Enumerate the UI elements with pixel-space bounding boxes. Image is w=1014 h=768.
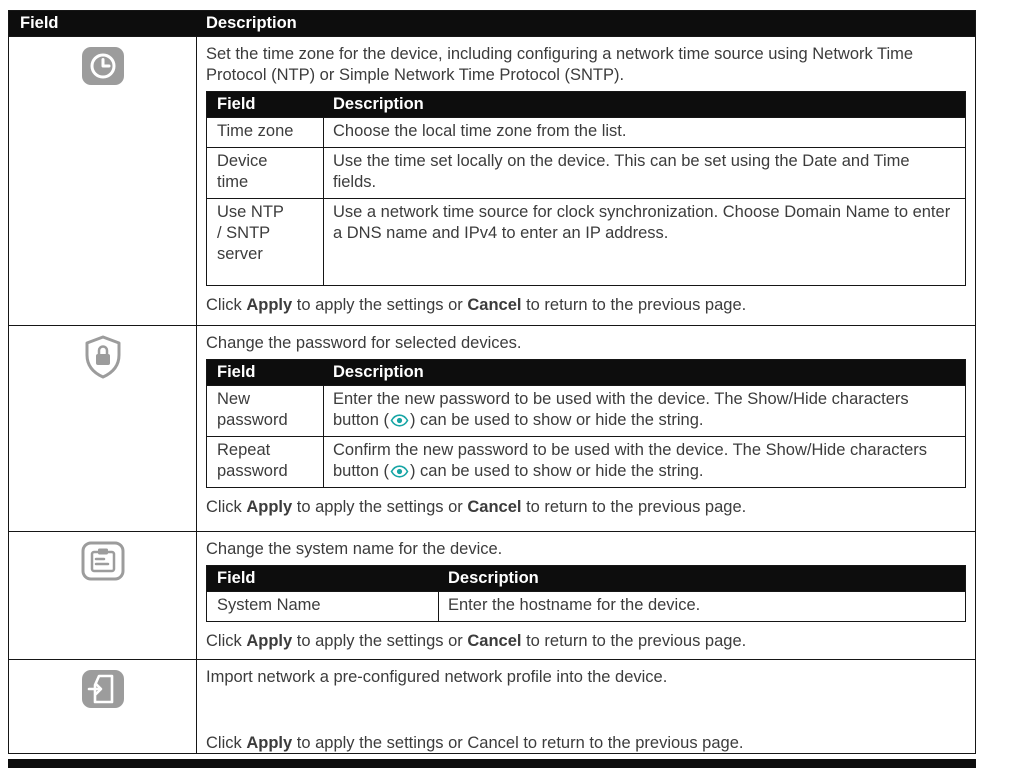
table-row-repeat-password xyxy=(207,436,965,487)
import-profile-icon xyxy=(81,669,125,709)
apply-note-prefix: Click xyxy=(206,632,247,650)
apply-cancel-note xyxy=(206,295,966,316)
table-row-new-password xyxy=(207,385,965,436)
inner-header-field: Field xyxy=(217,569,256,587)
field-description-cell xyxy=(324,386,965,436)
show-hide-eye-icon xyxy=(390,465,409,478)
table-row-system-name xyxy=(207,591,965,621)
row-system-name xyxy=(9,531,975,659)
desc-text-before-eye: Enter the new password to be used with the device. The Show/Hide characters button ( xyxy=(333,390,909,429)
password-settings-icon-cell xyxy=(9,326,197,531)
blank-space xyxy=(206,693,966,731)
table-row-device-time xyxy=(207,147,965,198)
row-import-profile xyxy=(9,659,975,753)
cancel-label: Cancel xyxy=(467,296,522,314)
field-description-table xyxy=(8,10,976,754)
field-name-cell xyxy=(207,386,324,436)
field-name: New password xyxy=(217,390,288,429)
manual-page xyxy=(8,10,976,768)
apply-note-suffix: to return to the previous page. xyxy=(518,734,744,752)
system-name-fields-table-header xyxy=(207,566,965,591)
apply-note-middle: to apply the settings or xyxy=(292,632,468,650)
apply-note-prefix: Click xyxy=(206,498,247,516)
field-name-cell xyxy=(207,437,324,487)
cancel-label: Cancel xyxy=(467,498,522,516)
row-time-settings xyxy=(9,36,975,325)
field-name: Repeat password xyxy=(217,441,288,480)
apply-note-middle: to apply the settings or xyxy=(292,296,468,314)
apply-note-prefix: Click xyxy=(206,734,247,752)
field-name-cell xyxy=(207,199,324,285)
outer-header-field-label: Field xyxy=(20,14,59,32)
time-settings-icon-cell xyxy=(9,37,197,325)
field-name: Time zone xyxy=(217,122,294,140)
system-name-fields-table xyxy=(206,565,966,622)
password-fields-table xyxy=(206,359,966,488)
field-name-cell: System Name xyxy=(207,592,439,621)
import-profile-icon-cell xyxy=(9,660,197,753)
desc-text-after-eye: ) can be used to show or hide the string. xyxy=(409,462,704,480)
system-name-description xyxy=(197,532,975,659)
apply-note-suffix: to return to the previous page. xyxy=(521,296,747,314)
time-fields-table-header xyxy=(207,92,965,117)
row-password-settings xyxy=(9,325,975,531)
apply-cancel-note xyxy=(206,497,966,518)
inner-header-description: Description xyxy=(448,569,539,587)
field-name: Device time xyxy=(217,152,268,191)
system-name-intro: Change the system name for the device. xyxy=(206,540,503,558)
time-settings-intro: Set the time zone for the device, including configuring a network time source using Network Time Protocol (NTP) or Simple Network Time Protocol (SNTP). xyxy=(206,45,914,84)
cancel-label-plain: Cancel xyxy=(467,734,519,752)
password-fields-table-header xyxy=(207,360,965,385)
field-description-cell: Choose the local time zone from the list. xyxy=(333,122,627,140)
field-name-cell xyxy=(207,118,324,147)
field-name: Use NTP / SNTP server xyxy=(217,203,284,263)
inner-header-field: Field xyxy=(217,363,256,381)
security-shield-icon xyxy=(83,335,123,379)
apply-note-suffix: to return to the previous page. xyxy=(521,498,747,516)
field-description-cell: Use the time set locally on the device. This can be set using the Date and Time fields. xyxy=(333,152,910,191)
apply-note-middle: to apply the settings or xyxy=(292,498,468,516)
desc-text-before-eye: Confirm the new password to be used with the device. The Show/Hide characters button ( xyxy=(333,441,927,480)
system-name-icon-cell xyxy=(9,532,197,659)
clock-icon xyxy=(81,46,125,86)
inner-header-description: Description xyxy=(333,95,424,113)
apply-label: Apply xyxy=(246,296,293,314)
system-name-clipboard-icon xyxy=(81,541,125,581)
apply-label: Apply xyxy=(246,632,293,650)
table-row-time-zone xyxy=(207,117,965,147)
import-profile-intro: Import network a pre-configured network profile into the device. xyxy=(206,668,668,686)
password-settings-description xyxy=(197,326,975,531)
apply-label: Apply xyxy=(246,498,293,516)
apply-label: Apply xyxy=(246,734,293,752)
apply-cancel-note xyxy=(206,733,966,753)
apply-note-middle: to apply the settings or xyxy=(292,734,468,752)
inner-header-description: Description xyxy=(333,363,424,381)
desc-text-after-eye: ) can be used to show or hide the string. xyxy=(409,411,704,429)
next-table-header-partial xyxy=(8,759,976,768)
field-description-cell: Enter the hostname for the device. xyxy=(448,596,701,614)
apply-note-suffix: to return to the previous page. xyxy=(521,632,747,650)
inner-header-field: Field xyxy=(217,95,256,113)
field-description-cell: Use a network time source for clock synchronization. Choose Domain Name to enter a DNS name and IPv4 to enter an IP address. xyxy=(333,203,951,242)
password-settings-intro: Change the password for selected devices. xyxy=(206,334,522,352)
table-row-ntp-sntp-server xyxy=(207,198,965,285)
outer-header-description-label: Description xyxy=(206,14,297,32)
outer-table-header xyxy=(9,11,975,36)
apply-note-prefix: Click xyxy=(206,296,247,314)
field-description-cell xyxy=(324,437,965,487)
cancel-label: Cancel xyxy=(467,632,522,650)
time-fields-table xyxy=(206,91,966,286)
import-profile-description xyxy=(197,660,975,753)
time-settings-description xyxy=(197,37,975,325)
apply-cancel-note xyxy=(206,631,966,652)
field-name-cell xyxy=(207,148,324,198)
show-hide-eye-icon xyxy=(390,414,409,427)
